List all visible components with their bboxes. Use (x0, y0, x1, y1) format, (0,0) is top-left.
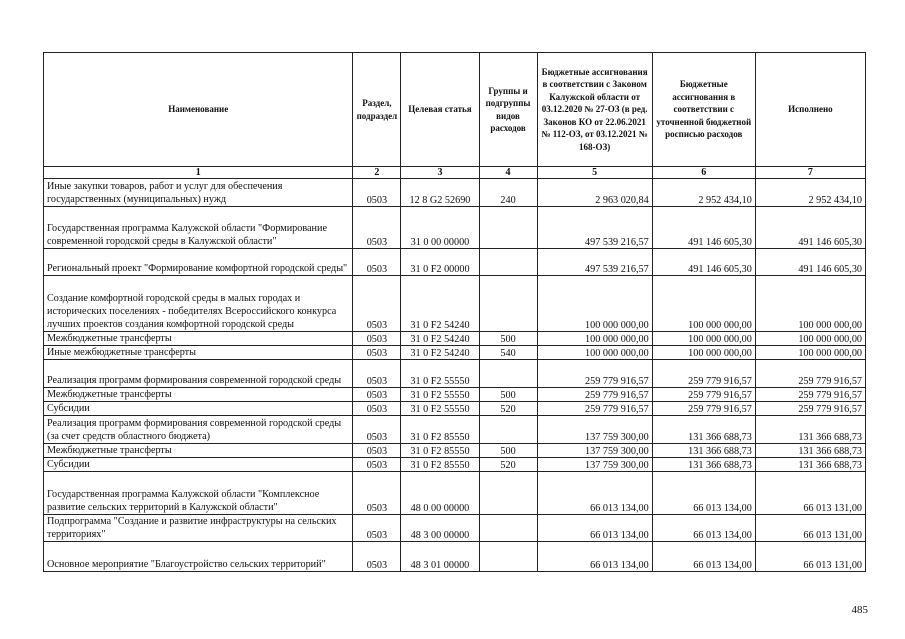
row-name: Подпрограмма "Создание и развитие инфраструктуры на сельских территориях" (44, 515, 353, 542)
row-refined-allocation: 259 779 916,57 (652, 388, 755, 402)
row-law-allocation: 137 759 300,00 (537, 444, 652, 458)
row-expense-group: 240 (479, 179, 537, 207)
row-target-article: 31 0 F2 85550 (401, 458, 479, 472)
row-section: 0503 (353, 472, 401, 515)
row-law-allocation: 137 759 300,00 (537, 416, 652, 444)
row-target-article: 31 0 F2 54240 (401, 346, 479, 360)
row-law-allocation: 497 539 216,57 (537, 249, 652, 276)
table-row (44, 472, 866, 515)
row-section: 0503 (353, 388, 401, 402)
row-executed: 259 779 916,57 (755, 360, 865, 388)
row-executed: 66 013 131,00 (755, 515, 865, 542)
table-row (44, 515, 866, 542)
table-row (44, 207, 866, 249)
row-target-article: 12 8 G2 52690 (401, 179, 479, 207)
column-number: 4 (479, 167, 537, 179)
column-number: 6 (652, 167, 755, 179)
row-executed: 100 000 000,00 (755, 346, 865, 360)
row-law-allocation: 100 000 000,00 (537, 276, 652, 332)
row-expense-group: 500 (479, 332, 537, 346)
row-expense-group: 500 (479, 444, 537, 458)
row-law-allocation: 259 779 916,57 (537, 402, 652, 416)
row-section: 0503 (353, 515, 401, 542)
row-law-allocation: 259 779 916,57 (537, 360, 652, 388)
table-row (44, 276, 866, 332)
row-law-allocation: 100 000 000,00 (537, 332, 652, 346)
row-target-article: 31 0 F2 55550 (401, 402, 479, 416)
budget-execution-table (43, 52, 866, 572)
row-name: Государственная программа Калужской области "Формирование современной городской среды в Калужской области" (44, 207, 353, 249)
header-row (44, 53, 866, 167)
row-law-allocation: 259 779 916,57 (537, 388, 652, 402)
row-section: 0503 (353, 444, 401, 458)
row-refined-allocation: 131 366 688,73 (652, 416, 755, 444)
row-target-article: 31 0 F2 54240 (401, 332, 479, 346)
row-executed: 131 366 688,73 (755, 458, 865, 472)
header-executed: Исполнено (755, 53, 865, 167)
row-executed: 66 013 131,00 (755, 542, 865, 572)
table-row (44, 360, 866, 388)
table-row (44, 346, 866, 360)
header-section: Раздел, подраздел (353, 53, 401, 167)
row-refined-allocation: 66 013 134,00 (652, 515, 755, 542)
row-refined-allocation: 100 000 000,00 (652, 346, 755, 360)
row-expense-group (479, 515, 537, 542)
table-row (44, 402, 866, 416)
row-expense-group: 500 (479, 388, 537, 402)
row-section: 0503 (353, 179, 401, 207)
row-expense-group: 520 (479, 402, 537, 416)
header-name: Наименование (44, 53, 353, 167)
row-refined-allocation: 66 013 134,00 (652, 542, 755, 572)
table-row (44, 332, 866, 346)
row-executed: 2 952 434,10 (755, 179, 865, 207)
row-target-article: 48 3 01 00000 (401, 542, 479, 572)
row-target-article: 31 0 F2 55550 (401, 388, 479, 402)
row-expense-group (479, 472, 537, 515)
header-group: Группы и подгруппы видов расходов (479, 53, 537, 167)
row-refined-allocation: 66 013 134,00 (652, 472, 755, 515)
row-law-allocation: 2 963 020,84 (537, 179, 652, 207)
row-target-article: 31 0 00 00000 (401, 207, 479, 249)
row-name: Реализация программ формирования современной городской среды (44, 360, 353, 388)
row-target-article: 31 0 F2 85550 (401, 416, 479, 444)
row-name: Создание комфортной городской среды в малых городах и исторических поселениях - победителях Всероссийского конкурса лучших проектов создания комфортной городской среды (44, 276, 353, 332)
row-executed: 131 366 688,73 (755, 416, 865, 444)
row-name: Государственная программа Калужской области "Комплексное развитие сельских территорий в Калужской области" (44, 472, 353, 515)
row-expense-group (479, 416, 537, 444)
row-section: 0503 (353, 416, 401, 444)
row-name: Субсидии (44, 402, 353, 416)
row-refined-allocation: 100 000 000,00 (652, 332, 755, 346)
row-executed: 131 366 688,73 (755, 444, 865, 458)
row-executed: 491 146 605,30 (755, 249, 865, 276)
table-row (44, 542, 866, 572)
row-expense-group (479, 276, 537, 332)
row-executed: 491 146 605,30 (755, 207, 865, 249)
row-name: Региональный проект "Формирование комфортной городской среды" (44, 249, 353, 276)
row-executed: 66 013 131,00 (755, 472, 865, 515)
row-expense-group (479, 249, 537, 276)
row-law-allocation: 137 759 300,00 (537, 458, 652, 472)
row-target-article: 48 3 00 00000 (401, 515, 479, 542)
row-refined-allocation: 131 366 688,73 (652, 444, 755, 458)
row-name: Субсидии (44, 458, 353, 472)
table-row (44, 388, 866, 402)
page-number: 485 (851, 604, 868, 616)
row-target-article: 31 0 F2 00000 (401, 249, 479, 276)
row-refined-allocation: 100 000 000,00 (652, 276, 755, 332)
row-target-article: 31 0 F2 54240 (401, 276, 479, 332)
row-section: 0503 (353, 249, 401, 276)
row-section: 0503 (353, 402, 401, 416)
row-expense-group (479, 360, 537, 388)
row-refined-allocation: 259 779 916,57 (652, 402, 755, 416)
row-section: 0503 (353, 332, 401, 346)
row-section: 0503 (353, 360, 401, 388)
header-target: Целевая статья (401, 53, 479, 167)
row-name: Межбюджетные трансферты (44, 332, 353, 346)
row-executed: 100 000 000,00 (755, 332, 865, 346)
column-number: 2 (353, 167, 401, 179)
row-executed: 100 000 000,00 (755, 276, 865, 332)
row-target-article: 31 0 F2 55550 (401, 360, 479, 388)
row-section: 0503 (353, 542, 401, 572)
row-target-article: 48 0 00 00000 (401, 472, 479, 515)
row-refined-allocation: 491 146 605,30 (652, 207, 755, 249)
row-expense-group: 540 (479, 346, 537, 360)
row-law-allocation: 100 000 000,00 (537, 346, 652, 360)
row-name: Межбюджетные трансферты (44, 388, 353, 402)
column-number: 7 (755, 167, 865, 179)
row-expense-group: 520 (479, 458, 537, 472)
header-refined-allocations: Бюджетные ассигнования в соответствии с уточненной бюджетной росписью расходов (652, 53, 755, 167)
header-law-allocations: Бюджетные ассигнования в соответствии с Законом Калужской области от 03.12.2020 № 27-ОЗ (в ред. Законов КО от 22.06.2021 № 112-ОЗ, от 03.12.2021 № 168-ОЗ) (537, 53, 652, 167)
row-target-article: 31 0 F2 85550 (401, 444, 479, 458)
row-name: Иные закупки товаров, работ и услуг для обеспечения государственных (муниципальных) нужд (44, 179, 353, 207)
column-number: 5 (537, 167, 652, 179)
row-section: 0503 (353, 346, 401, 360)
row-law-allocation: 66 013 134,00 (537, 515, 652, 542)
row-section: 0503 (353, 207, 401, 249)
row-name: Реализация программ формирования современной городской среды (за счет средств областного бюджета) (44, 416, 353, 444)
row-expense-group (479, 207, 537, 249)
row-executed: 259 779 916,57 (755, 402, 865, 416)
row-law-allocation: 497 539 216,57 (537, 207, 652, 249)
row-name: Основное мероприятие "Благоустройство сельских территорий" (44, 542, 353, 572)
row-executed: 259 779 916,57 (755, 388, 865, 402)
row-refined-allocation: 2 952 434,10 (652, 179, 755, 207)
row-law-allocation: 66 013 134,00 (537, 472, 652, 515)
table-row (44, 458, 866, 472)
column-number: 3 (401, 167, 479, 179)
row-section: 0503 (353, 458, 401, 472)
row-law-allocation: 66 013 134,00 (537, 542, 652, 572)
row-expense-group (479, 542, 537, 572)
row-refined-allocation: 259 779 916,57 (652, 360, 755, 388)
column-number: 1 (44, 167, 353, 179)
row-refined-allocation: 131 366 688,73 (652, 458, 755, 472)
table-row (44, 249, 866, 276)
row-section: 0503 (353, 276, 401, 332)
row-name: Иные межбюджетные трансферты (44, 346, 353, 360)
table-row (44, 416, 866, 444)
row-refined-allocation: 491 146 605,30 (652, 249, 755, 276)
row-name: Межбюджетные трансферты (44, 444, 353, 458)
table-row (44, 179, 866, 207)
table-row (44, 444, 866, 458)
column-number-row (44, 167, 866, 179)
